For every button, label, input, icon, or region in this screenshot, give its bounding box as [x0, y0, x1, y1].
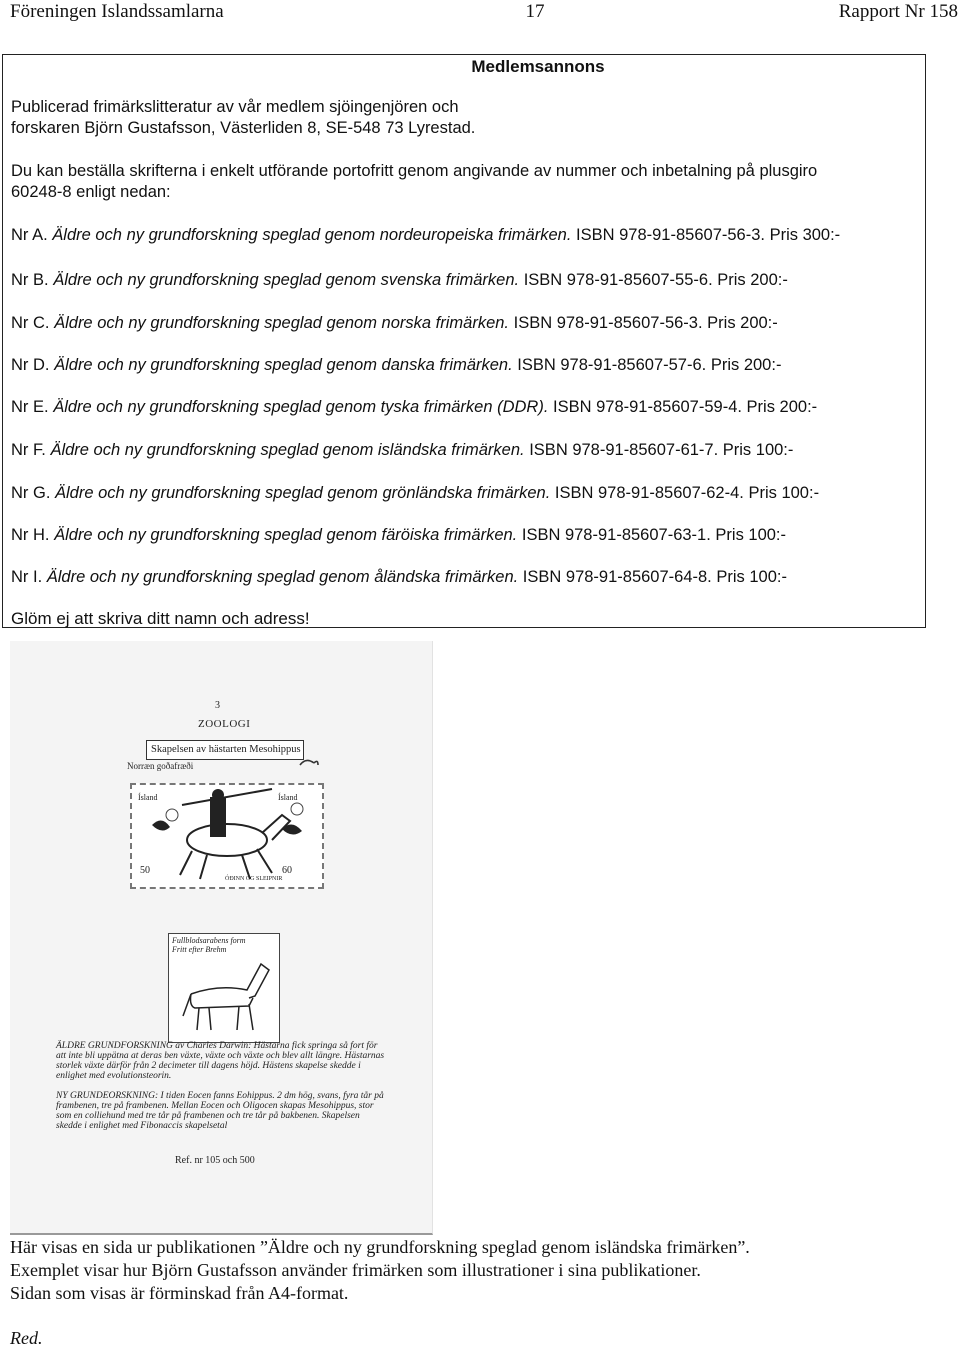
entry-isbn: ISBN 978-91-85607-64-8.: [522, 568, 712, 586]
horse-sketch: [169, 934, 277, 1040]
frame-caption-line: Fullblodsarabens form: [172, 936, 246, 945]
frame-caption-line: Fritt efter Brehm: [172, 945, 227, 954]
publication-entry: [11, 483, 921, 504]
entry-isbn: ISBN 978-91-85607-56-3.: [576, 226, 765, 244]
entry-number: Nr A.: [11, 226, 48, 244]
horse-drawing-frame: [168, 933, 280, 1043]
scan-heading: ZOOLOGI: [198, 718, 251, 730]
stamp-value: 50: [140, 865, 150, 876]
entry-number: Nr F.: [11, 441, 46, 459]
ad-title: Medlemsannons: [471, 57, 605, 76]
publication-entry: [11, 270, 921, 291]
entry-number: Nr B.: [11, 271, 49, 289]
old-research-note: ÄLDRE GRUNDFORSKNING av Charles Darwin: Hästarna fick springa så fort för att inte bli uppätna at deras ben växte, växte och växte och blev allt längre. Hästarnas storlek växte därför från 2 decimeter till dagens höjd. Hästens skapelse skedde i enlighet med evolutionsteorin.: [56, 1041, 385, 1081]
stamp-country: Ísland: [138, 793, 158, 802]
stamp-country: Ísland: [278, 793, 298, 802]
scan-subcaption: Norræn goðafræði: [127, 761, 194, 771]
entry-isbn: ISBN 978-91-85607-59-4.: [553, 398, 742, 416]
new-research-note: NY GRUNDEORSKNING: I tiden Eocen fanns Eohippus. 2 dm hög, svans, fyra tår på frambenen, tre på frambenen. Mellan Eocen och Oligocen skapas Mesohippus, stor som en colliehund med tre tår på frambenen och tre tår på bakbenen. Skapelsen skedde i enlighet med Fibonaccis skapelsetal: [56, 1091, 384, 1131]
entry-number: Nr C.: [11, 314, 50, 332]
entry-title: Äldre och ny grundforskning speglad genom norska frimärken.: [54, 314, 510, 332]
entry-number: Nr G.: [11, 484, 51, 502]
entry-price: Pris 200:-: [717, 271, 788, 289]
stamp-subtitle: ÓÐINN OG SLEIPNIR: [225, 876, 283, 882]
scan-page-number: 3: [215, 700, 220, 711]
stamp-block: [130, 783, 324, 889]
entry-number: Nr H.: [11, 526, 50, 544]
image-caption: [10, 1236, 950, 1305]
order-line: Du kan beställa skrifterna i enkelt utförande portofritt genom angivande av nummer och inbetalning på plusgiro: [11, 162, 818, 180]
caption-line: Exemplet visar hur Björn Gustafsson använder frimärken som illustrationer i sina publikationer.: [10, 1260, 701, 1280]
publication-entry: [11, 440, 921, 461]
entry-price: Pris 200:-: [710, 356, 782, 374]
entry-isbn: ISBN 978-91-85607-57-6.: [517, 356, 707, 374]
entry-isbn: ISBN 978-91-85607-56-3.: [513, 314, 703, 332]
caption-line: Sidan som visas är förminskad från A4-format.: [10, 1283, 349, 1303]
entry-price: Pris 100:-: [715, 526, 787, 544]
editor-signature: Red.: [10, 1328, 43, 1348]
entry-title: Äldre och ny grundforskning speglad genom nordeuropeiska frimärken.: [52, 226, 572, 244]
order-line: 60248-8 enligt nedan:: [11, 183, 171, 201]
entry-price: Pris 100:-: [748, 484, 820, 502]
entry-price: Pris 300:-: [769, 226, 841, 244]
odin-sleipnir-illustration: [132, 785, 318, 883]
member-ad-box: [2, 54, 926, 628]
publication-entry: [11, 313, 921, 334]
order-paragraph: [11, 161, 921, 203]
entry-isbn: ISBN 978-91-85607-62-4.: [554, 484, 744, 502]
caption-line: Här visas en sida ur publikationen ”Äldre och ny grundforskning speglad genom isländska frimärken”.: [10, 1237, 750, 1257]
intro-paragraph: [11, 97, 921, 139]
nordic-swan-icon: [298, 755, 320, 771]
entry-number: Nr I.: [11, 568, 43, 586]
entry-isbn: ISBN 978-91-85607-61-7.: [529, 441, 719, 459]
scan-caption: Skapelsen av hästarten Mesohippus: [146, 740, 304, 760]
intro-line: Publicerad frimärkslitteratur av vår medlem sjöingenjören och: [11, 98, 459, 116]
entry-price: Pris 100:-: [716, 568, 787, 586]
intro-line: forskaren Björn Gustafsson, Västerliden 8, SE-548 73 Lyrestad.: [11, 119, 476, 137]
header-report-number: Rapport Nr 158: [838, 1, 958, 22]
entry-price: Pris 200:-: [746, 398, 818, 416]
stamp-value: 60: [282, 865, 292, 876]
entry-price: Pris 100:-: [722, 441, 794, 459]
entry-number: Nr E.: [11, 398, 49, 416]
closing-reminder: Glöm ej att skriva ditt namn och adress!: [11, 609, 310, 628]
header-association: Föreningen Islandssamlarna: [10, 1, 224, 22]
publication-entry: [11, 567, 921, 588]
publication-entry: [11, 525, 921, 546]
header-page-number: 17: [525, 1, 545, 22]
publication-entry: [11, 355, 921, 376]
entry-number: Nr D.: [11, 356, 50, 374]
scanned-publication-page: [10, 641, 433, 1235]
entry-title: Äldre och ny grundforskning speglad genom grönländska frimärken.: [55, 484, 551, 502]
entry-title: Äldre och ny grundforskning speglad genom tyska frimärken (DDR).: [53, 398, 549, 416]
scan-reference: Ref. nr 105 och 500: [175, 1155, 255, 1166]
publication-entry: [11, 225, 921, 246]
publication-entry: [11, 397, 921, 418]
entry-isbn: ISBN 978-91-85607-55-6.: [523, 271, 713, 289]
entry-isbn: ISBN 978-91-85607-63-1.: [521, 526, 711, 544]
entry-title: Äldre och ny grundforskning speglad genom isländska frimärken.: [50, 441, 525, 459]
entry-title: Äldre och ny grundforskning speglad genom svenska frimärken.: [53, 271, 520, 289]
entry-title: Äldre och ny grundforskning speglad genom danska frimärken.: [54, 356, 513, 374]
entry-title: Äldre och ny grundforskning speglad genom färöiska frimärken.: [54, 526, 518, 544]
entry-price: Pris 200:-: [707, 314, 778, 332]
entry-title: Äldre och ny grundforskning speglad genom åländska frimärken.: [46, 568, 519, 586]
